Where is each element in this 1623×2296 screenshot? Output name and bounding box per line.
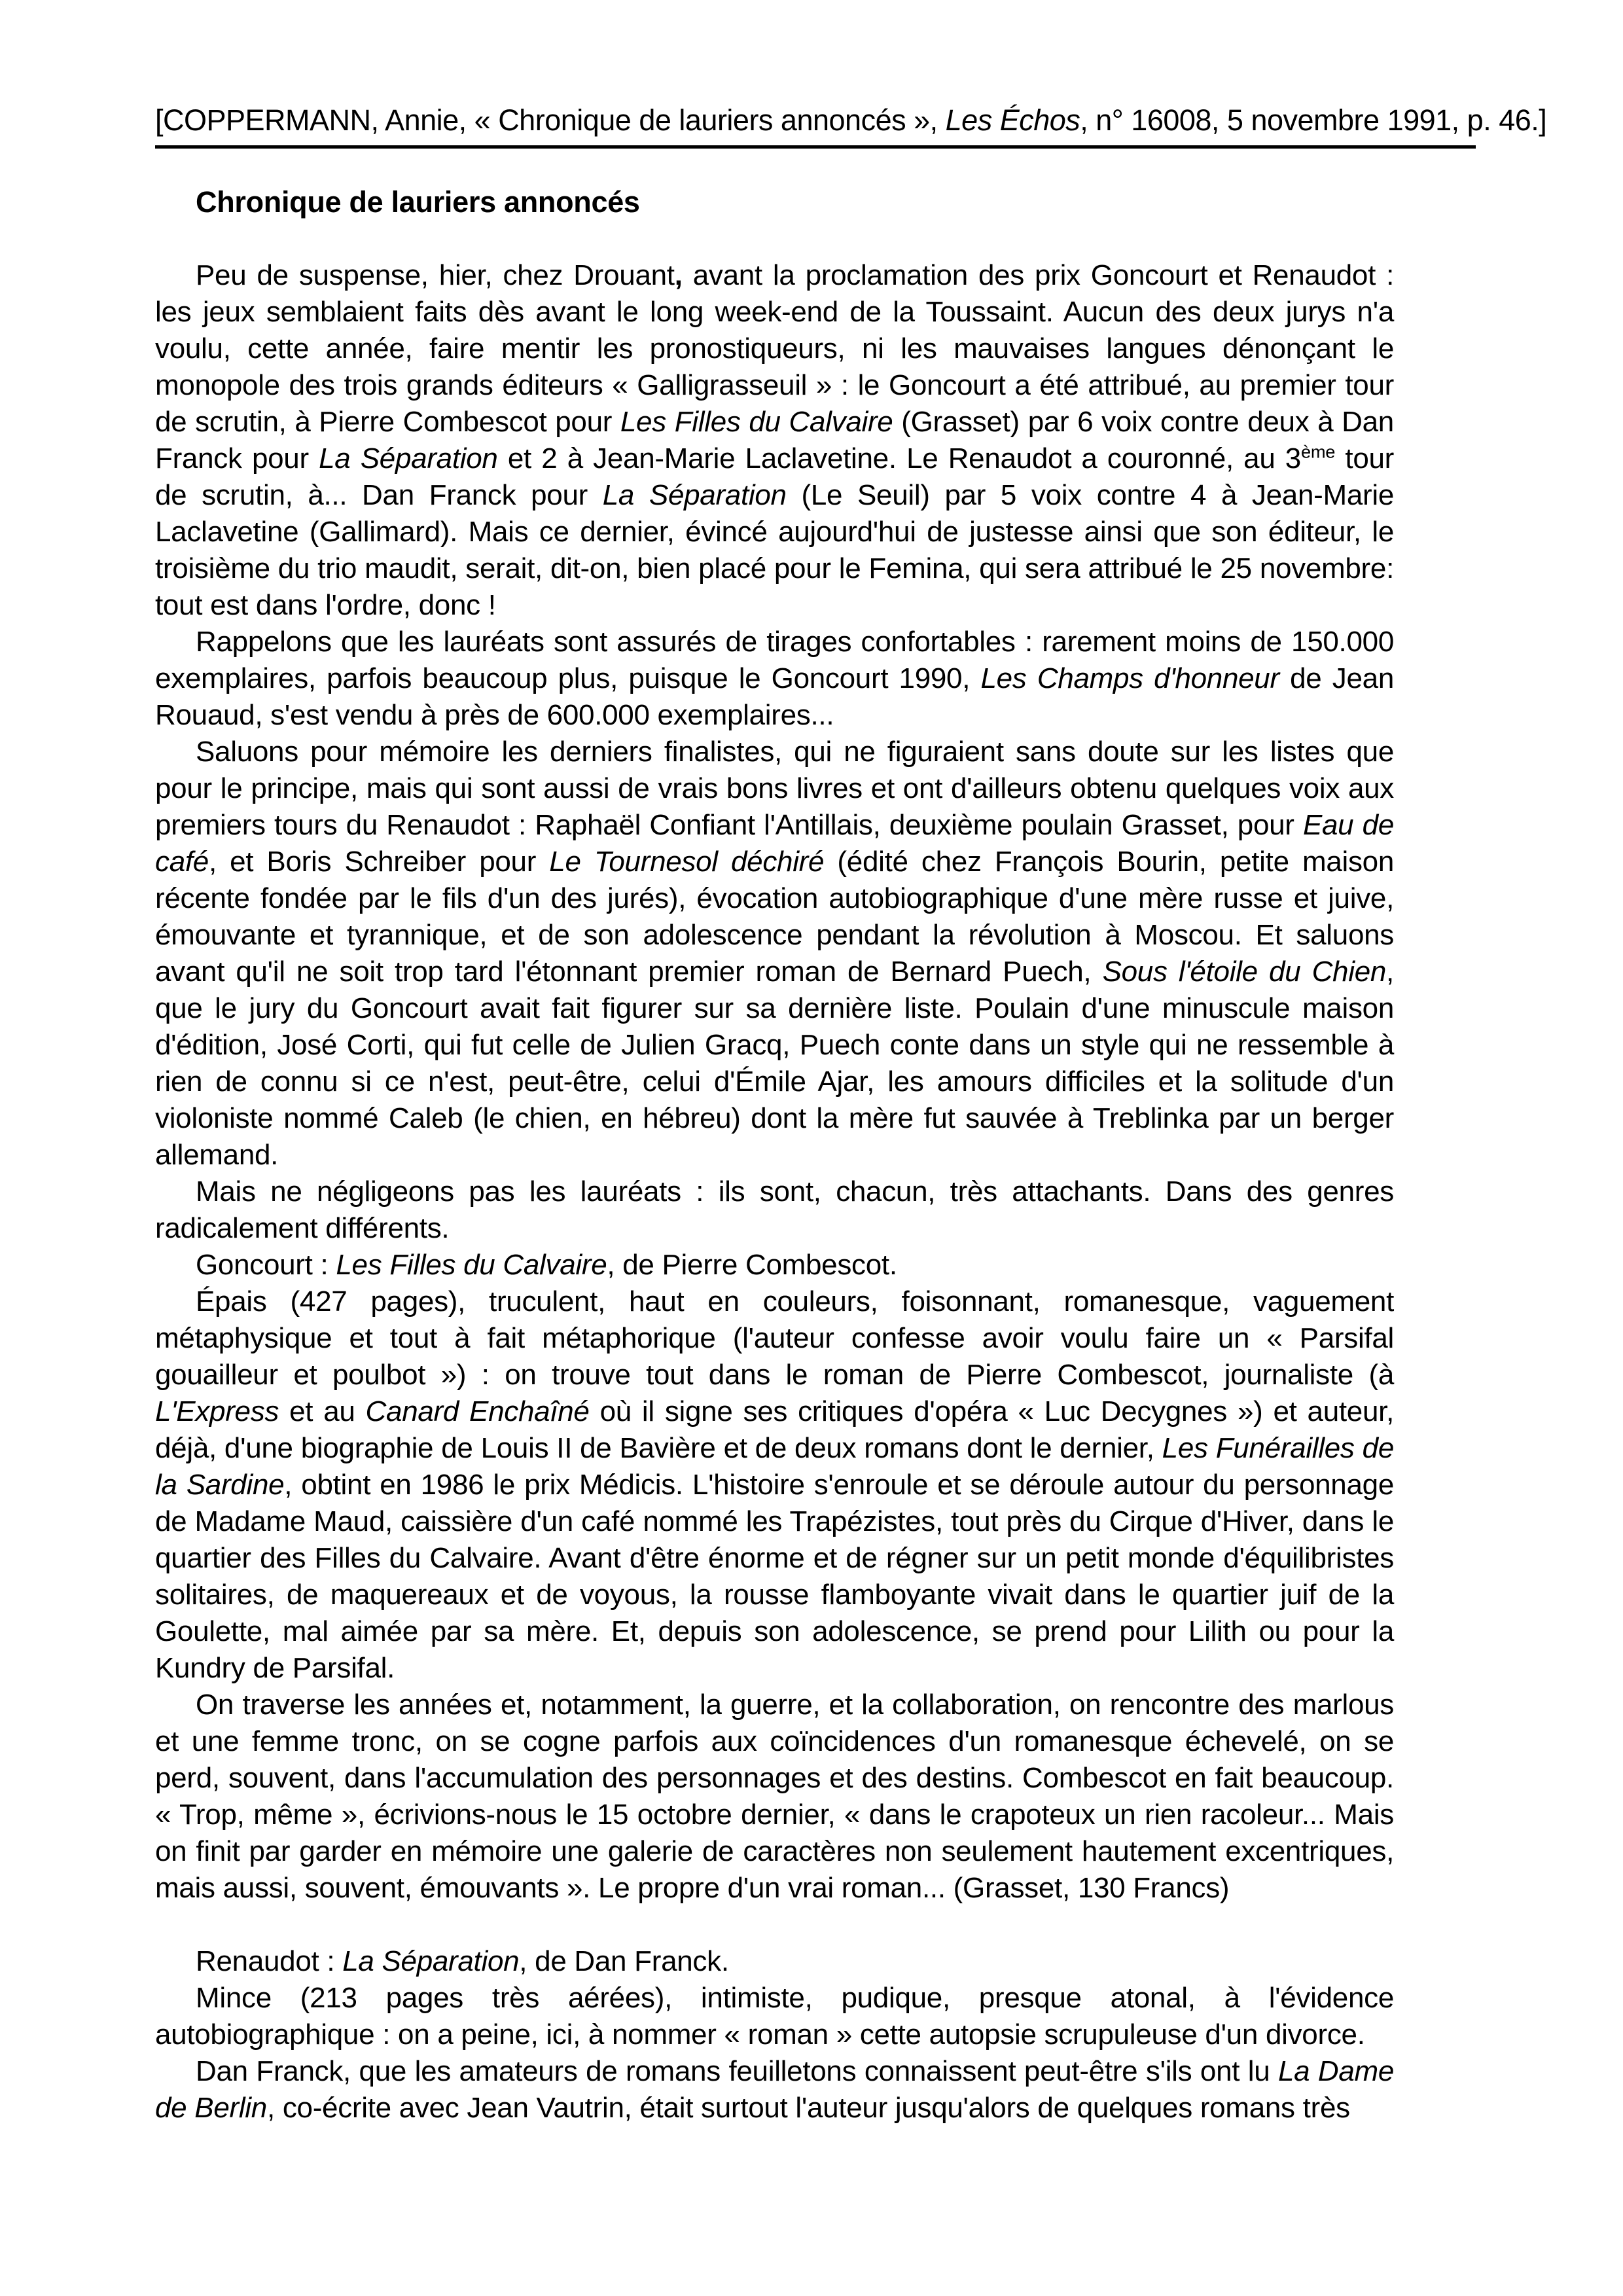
text-run: Goncourt : — [196, 1249, 336, 1281]
text-run: (édité chez François Bourin, petite maison récente fondée par le fils d'un des jurés), évocation autobiographique d'une mère russe et juive, émouvante et tyrannique, et de son adolescence pendant la révolution à Moscou. Et saluons avant qu'il ne soit trop tard l'étonnant premier roman de Bernard Puech, — [155, 846, 1395, 988]
text-run: , n° 16008, 5 novembre 1991, p. 46.] — [1080, 103, 1547, 137]
header-divider — [155, 145, 1476, 149]
text-run: , co-écrite avec Jean Vautrin, était surtout l'auteur jusqu'alors de quelques romans très — [266, 2092, 1350, 2124]
text-run: , de Dan Franck. — [519, 1945, 729, 1977]
text-run: , de Pierre Combescot. — [607, 1249, 897, 1281]
italic-run: Les Filles du Calvaire — [336, 1249, 607, 1281]
italic-run: La Séparation — [319, 442, 498, 475]
citation-text — [155, 103, 1547, 137]
italic-run: La Séparation — [342, 1945, 520, 1977]
text-run: On traverse les années et, notamment, la guerre, et la collaboration, on rencontre des marlous et une femme tronc, on se cogne parfois aux coïncidences d'un romanesque échevelé, on se perd, souvent, dans l'accumulation des personnages et des destins. Combescot en fait beaucoup. « Trop, même », écrivions-nous le 15 octobre dernier, « dans le crapoteux un rien racoleur... Mais on finit par garder en mémoire une galerie de caractères non seulement hautement excentriques, mais aussi, souvent, émouvants ». Le propre d'un vrai roman... (Grasset, 130 Francs) — [155, 1689, 1394, 1904]
text-run: , que le jury du Goncourt avait fait figurer sur sa dernière liste. Poulain d'une minuscule maison d'édition, José Corti, qui fut celle de Julien Gracq, Puech conte dans un style qui ne ressemble à rien de connu si ce n'est, peut-être, celui d'Émile Ajar, les amours difficiles et la solitude d'un violoniste nommé Caleb (le chien, en hébreu) dont la mère fut sauvée à Treblinka par un berger allemand. — [155, 956, 1394, 1171]
paragraph — [155, 1687, 1394, 1907]
italic-run: Eau de café — [155, 809, 1394, 878]
paragraph — [155, 1980, 1394, 2053]
paragraph — [155, 734, 1394, 1174]
italic-run: Le Tournesol déchiré — [549, 846, 825, 878]
italic-run: Canard Enchaîné — [365, 1395, 590, 1427]
text-run: , obtint en 1986 le prix Médicis. L'histoire s'enroule et se déroule autour du personnage de Madame Maud, caissière d'un café nommé les Trapézistes, tout près du Cirque d'Hiver, dans le quartier des Filles du Calvaire. Avant d'être énorme et de régner sur un petit monde d'équilibristes solitaires, de maquereaux et de voyous, la rousse flamboyante vivait dans le quartier juif de la Goulette, mal aimée par sa mère. Et, depuis son adolescence, se prend pour Lilith ou pour la Kundry de Parsifal. — [155, 1469, 1394, 1684]
superscript-run: ème — [1300, 441, 1336, 462]
text-run: Renaudot : — [196, 1945, 343, 1977]
bold-run: , — [674, 259, 683, 291]
text-run: Saluons pour mémoire les derniers finalistes, qui ne figuraient sans doute sur les listes que pour le principe, mais qui sont aussi de vrais bons livres et ont d'ailleurs obtenu quelques voix aux premiers tours du Renaudot : Raphaël Confiant l'Antillais, deuxième poulain Grasset, pour — [155, 736, 1394, 841]
italic-run: L'Express — [155, 1395, 279, 1427]
paragraph — [155, 1943, 1394, 1980]
text-run: , et Boris Schreiber pour — [208, 846, 550, 878]
paragraph — [155, 1174, 1394, 1247]
italic-run: La Dame de Berlin — [155, 2055, 1395, 2124]
text-run: Mince (213 pages très aérées), intimiste, pudique, presque atonal, à l'évidence autobiographique : on a peine, ici, à nommer « roman » cette autopsie scrupuleuse d'un divorce. — [155, 1982, 1394, 2051]
text-run: et au — [279, 1395, 366, 1427]
article-title: Chronique de lauriers annoncés — [196, 185, 640, 219]
paragraph — [155, 2053, 1394, 2126]
text-run: Peu de suspense, hier, chez Drouant — [196, 259, 675, 291]
paragraph — [155, 257, 1394, 624]
italic-run: Sous l'étoile du Chien — [1102, 956, 1387, 988]
paragraph — [155, 624, 1394, 734]
paragraph — [155, 1283, 1394, 1687]
paragraph — [155, 1247, 1394, 1283]
text-run: (Le Seuil) par 5 voix contre 4 à Jean-Marie Laclavetine (Gallimard). Mais ce dernier, évincé aujourd'hui de justesse ainsi que son éditeur, le troisième du trio maudit, serait, dit-on, bien placé pour le Femina, qui sera attribué le 25 novembre: tout est dans l'ordre, donc ! — [155, 479, 1394, 621]
text-run: (Grasset) par 6 voix contre deux à Dan Franck pour — [155, 406, 1394, 475]
text-run: avant la proclamation des prix Goncourt et Renaudot : les jeux semblaient faits dès avant le long week-end de la Toussaint. Aucun des deux jurys n'a voulu, cette année, faire mentir les pronostiqueurs, ni les mauvaises langues dénonçant le monopole des trois grands éditeurs « Galligrasseuil » : le Goncourt a été attribué, au premier tour de scrutin, à Pierre Combescot pour — [155, 259, 1394, 438]
italic-run: Les Champs d'honneur — [980, 662, 1279, 694]
citation-header — [155, 103, 1547, 149]
text-run: Dan Franck, que les amateurs de romans feuilletons connaissent peut-être s'ils ont lu — [196, 2055, 1278, 2087]
article-body — [155, 257, 1394, 2126]
italic-run: Les Échos — [945, 103, 1080, 137]
text-run: Mais ne négligeons pas les lauréats : ils sont, chacun, très attachants. Dans des genres radicalement différents. — [155, 1175, 1394, 1244]
italic-run: Les Filles du Calvaire — [620, 406, 893, 438]
text-run: [COPPERMANN, Annie, « Chronique de lauriers annoncés », — [155, 103, 946, 137]
text-run: et 2 à Jean-Marie Laclavetine. Le Renaudot a couronné, au 3 — [497, 442, 1301, 475]
text-run: où il signe ses critiques d'opéra « Luc Decygnes ») et auteur, déjà, d'une biographie de Louis II de Bavière et de deux romans dont le dernier, — [155, 1395, 1395, 1464]
italic-run: Les Funérailles de la Sardine — [155, 1432, 1394, 1501]
text-run: tour de scrutin, à... Dan Franck pour — [155, 442, 1395, 511]
italic-run: La Séparation — [602, 479, 787, 511]
text-run: Rappelons que les lauréats sont assurés de tirages confortables : rarement moins de 150.000 exemplaires, parfois beaucoup plus, puisque le Goncourt 1990, — [155, 626, 1394, 694]
text-run: Épais (427 pages), truculent, haut en couleurs, foisonnant, romanesque, vaguement métaphysique et tout à fait métaphorique (l'auteur confesse avoir voulu faire un « Parsifal gouailleur et poulbot ») : on trouve tout dans le roman de Pierre Combescot, journaliste (à — [155, 1285, 1394, 1391]
text-run: de Jean Rouaud, s'est vendu à près de 600.000 exemplaires... — [155, 662, 1394, 731]
